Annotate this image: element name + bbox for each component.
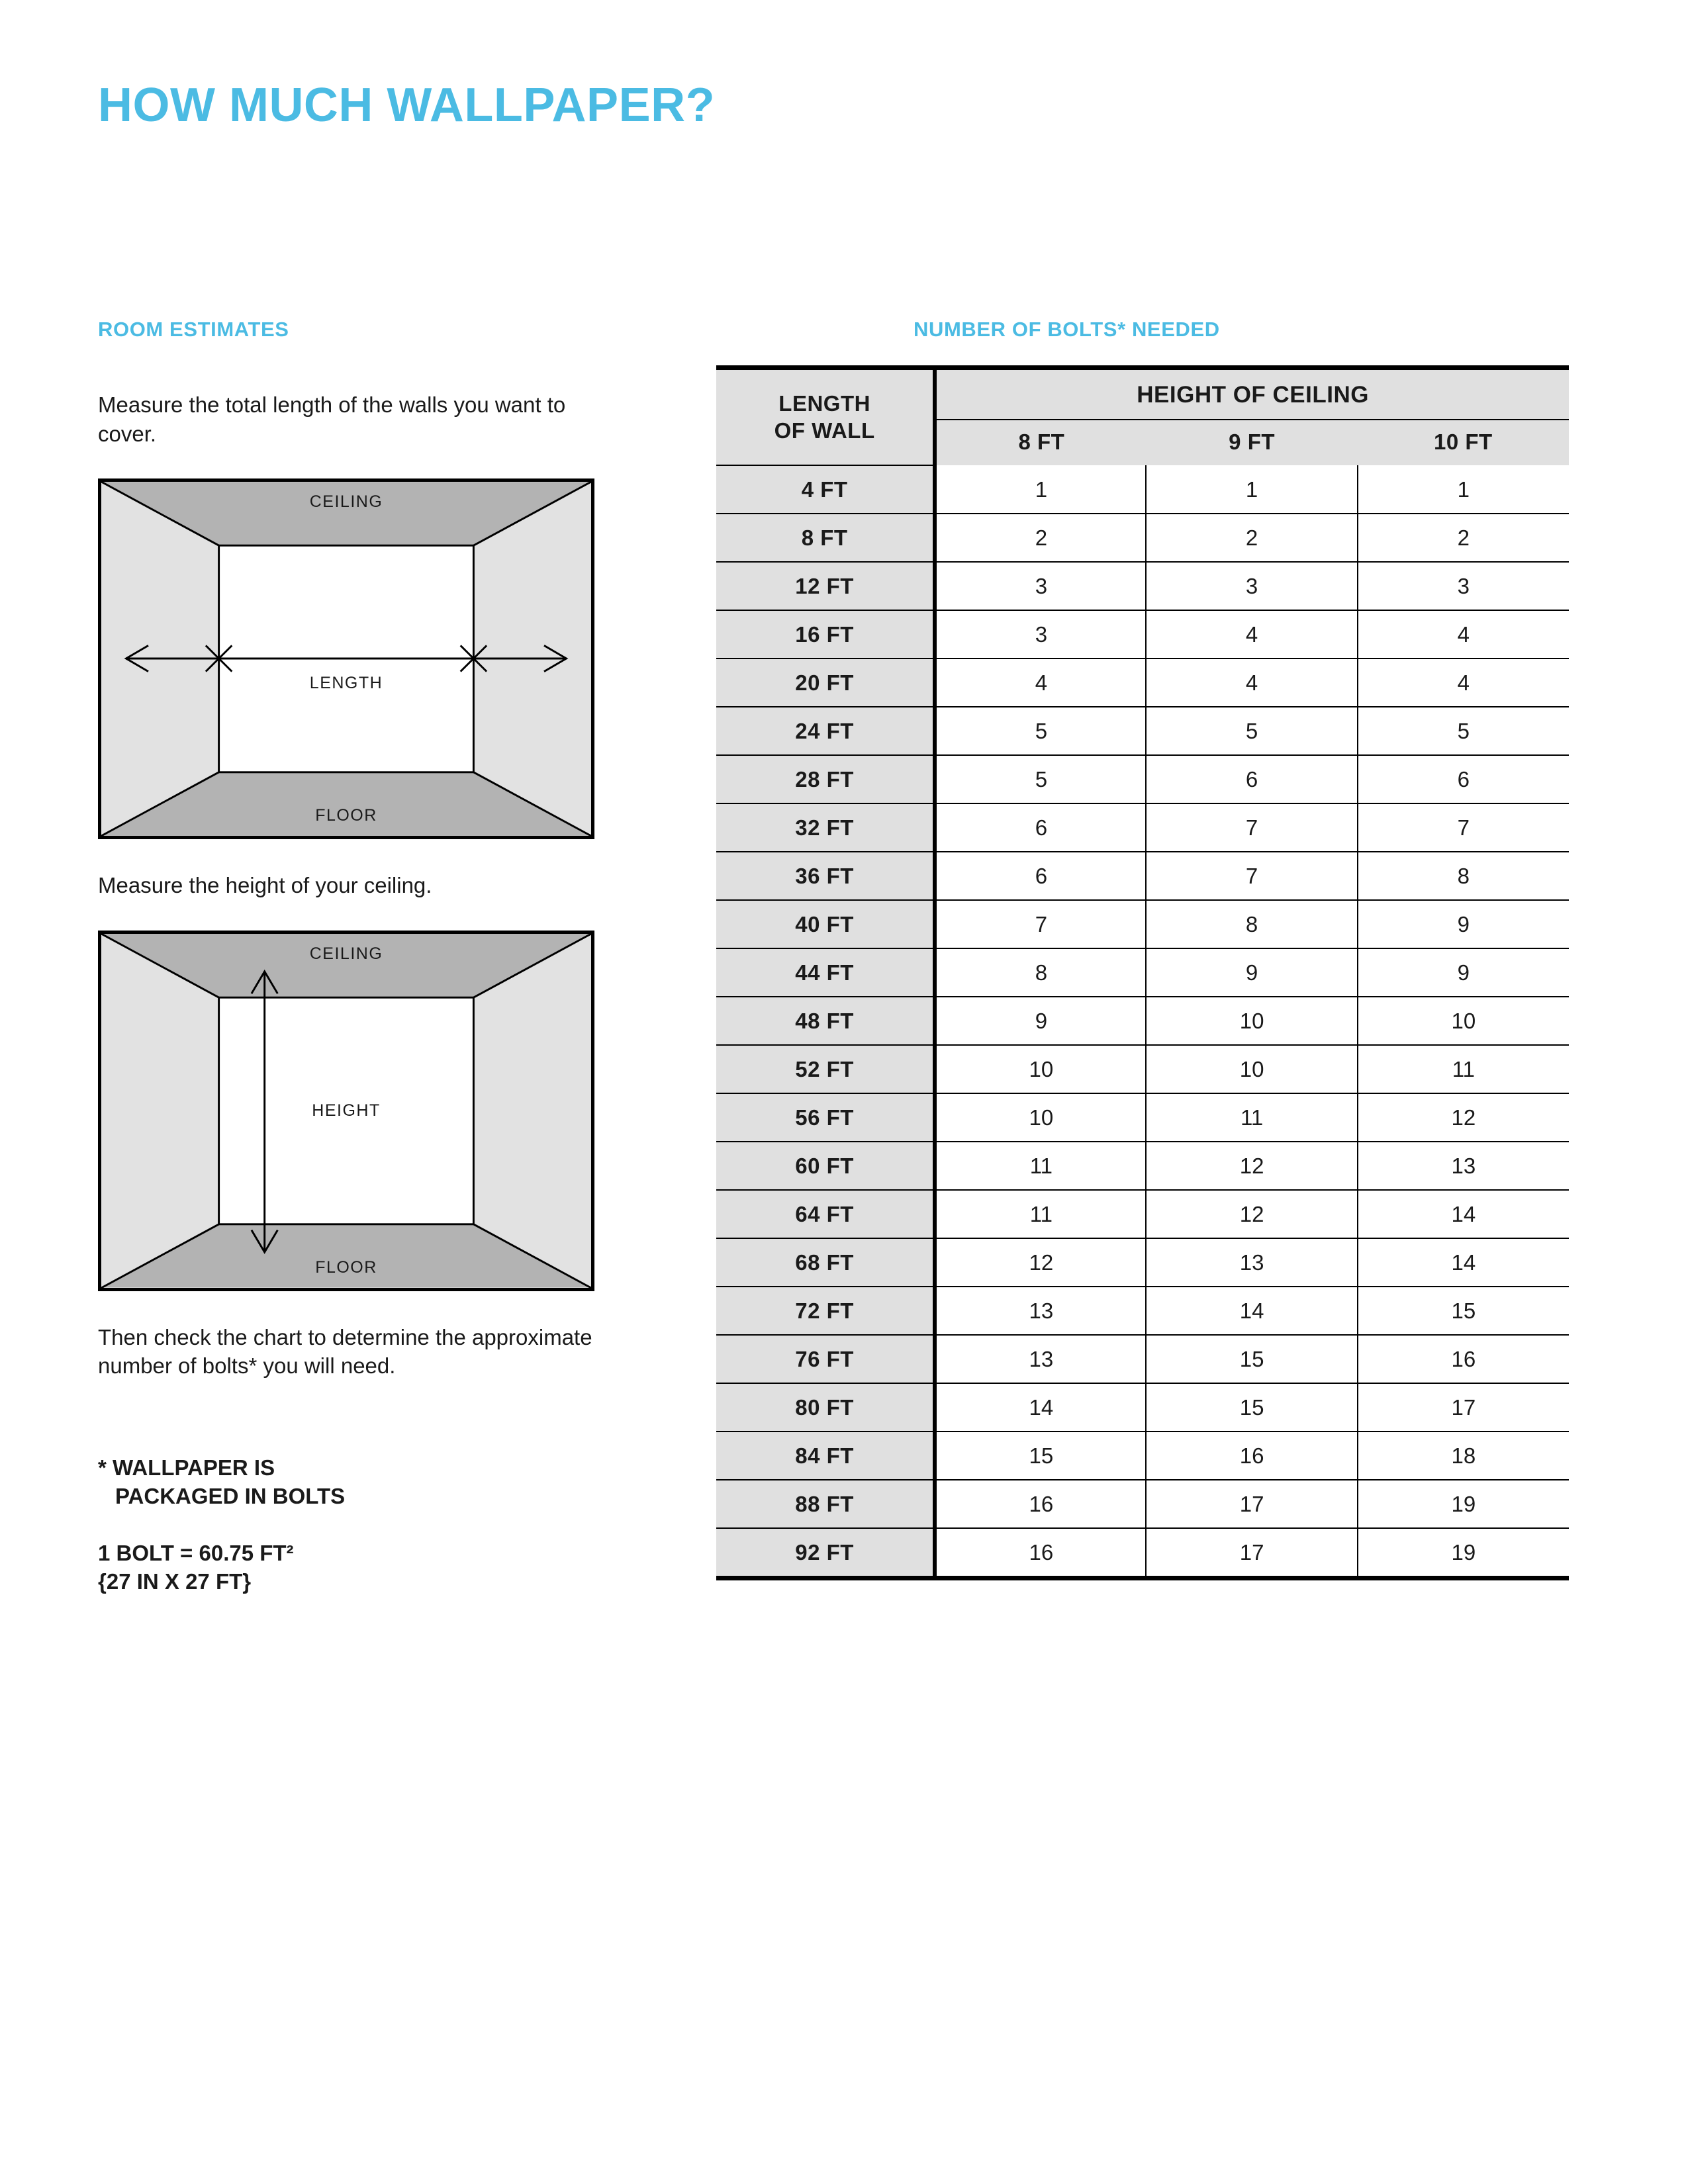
table-row xyxy=(716,1480,1569,1528)
cell-bolts-count: 11 xyxy=(1358,1045,1569,1093)
diagram-floor-label: FLOOR xyxy=(315,1257,377,1277)
table-row xyxy=(716,755,1569,803)
row-label-length: 60 FT xyxy=(716,1142,935,1190)
cell-bolts-count: 9 xyxy=(1358,948,1569,997)
cell-bolts-count: 15 xyxy=(1146,1383,1357,1432)
cell-bolts-count: 15 xyxy=(1358,1287,1569,1335)
height-of-ceiling-header: HEIGHT OF CEILING xyxy=(935,368,1569,420)
cell-bolts-count: 10 xyxy=(935,1045,1146,1093)
diagram-height-label: HEIGHT xyxy=(312,1101,381,1120)
table-row xyxy=(716,997,1569,1045)
room-estimates-heading: ROOM ESTIMATES xyxy=(98,318,289,341)
cell-bolts-count: 6 xyxy=(1358,755,1569,803)
cell-bolts-count: 17 xyxy=(1358,1383,1569,1432)
cell-bolts-count: 7 xyxy=(935,900,1146,948)
table-row xyxy=(716,852,1569,900)
table-row xyxy=(716,514,1569,562)
table-row xyxy=(716,562,1569,610)
cell-bolts-count: 1 xyxy=(935,465,1146,514)
cell-bolts-count: 14 xyxy=(1146,1287,1357,1335)
cell-bolts-count: 10 xyxy=(1146,1045,1357,1093)
row-label-length: 76 FT xyxy=(716,1335,935,1383)
cell-bolts-count: 14 xyxy=(1358,1238,1569,1287)
table-row xyxy=(716,707,1569,755)
cell-bolts-count: 11 xyxy=(935,1190,1146,1238)
instruction-measure-height: Measure the height of your ceiling. xyxy=(98,873,432,898)
diagram-floor-label: FLOOR xyxy=(315,806,377,825)
length-of-wall-line1: LENGTH xyxy=(778,391,870,416)
table-row xyxy=(716,1045,1569,1093)
row-label-length: 4 FT xyxy=(716,465,935,514)
row-label-length: 32 FT xyxy=(716,803,935,852)
cell-bolts-count: 14 xyxy=(935,1383,1146,1432)
cell-bolts-count: 8 xyxy=(935,948,1146,997)
table-row xyxy=(716,610,1569,659)
table-row xyxy=(716,1287,1569,1335)
cell-bolts-count: 5 xyxy=(935,755,1146,803)
cell-bolts-count: 18 xyxy=(1358,1432,1569,1480)
cell-bolts-count: 10 xyxy=(1358,997,1569,1045)
cell-bolts-count: 2 xyxy=(935,514,1146,562)
cell-bolts-count: 5 xyxy=(1146,707,1357,755)
cell-bolts-count: 2 xyxy=(1358,514,1569,562)
cell-bolts-count: 9 xyxy=(1146,948,1357,997)
footnote-line-2: PACKAGED IN BOLTS xyxy=(115,1484,346,1509)
table-row xyxy=(716,803,1569,852)
instruction-measure-length: Measure the total length of the walls you want to cover. xyxy=(98,392,566,446)
row-label-length: 80 FT xyxy=(716,1383,935,1432)
cell-bolts-count: 11 xyxy=(1146,1093,1357,1142)
cell-bolts-count: 10 xyxy=(1146,997,1357,1045)
column-header-10ft: 10 FT xyxy=(1358,420,1569,465)
cell-bolts-count: 17 xyxy=(1146,1528,1357,1578)
bolt-dimension-line: {27 IN X 27 FT} xyxy=(98,1569,252,1594)
cell-bolts-count: 12 xyxy=(1146,1190,1357,1238)
bolts-table xyxy=(716,365,1569,1580)
room-length-diagram xyxy=(98,478,594,839)
cell-bolts-count: 7 xyxy=(1358,803,1569,852)
column-header-9ft: 9 FT xyxy=(1146,420,1357,465)
table-row xyxy=(716,1142,1569,1190)
table-row xyxy=(716,659,1569,707)
table-body xyxy=(716,465,1569,1578)
cell-bolts-count: 1 xyxy=(1358,465,1569,514)
cell-bolts-count: 4 xyxy=(1146,659,1357,707)
cell-bolts-count: 13 xyxy=(1146,1238,1357,1287)
row-label-length: 84 FT xyxy=(716,1432,935,1480)
cell-bolts-count: 16 xyxy=(1358,1335,1569,1383)
cell-bolts-count: 13 xyxy=(1358,1142,1569,1190)
row-label-length: 56 FT xyxy=(716,1093,935,1142)
row-label-length: 52 FT xyxy=(716,1045,935,1093)
length-of-wall-header xyxy=(716,368,935,466)
perspective-lines xyxy=(101,482,591,836)
cell-bolts-count: 17 xyxy=(1146,1480,1357,1528)
row-label-length: 16 FT xyxy=(716,610,935,659)
cell-bolts-count: 16 xyxy=(935,1528,1146,1578)
row-label-length: 88 FT xyxy=(716,1480,935,1528)
row-label-length: 20 FT xyxy=(716,659,935,707)
table-row xyxy=(716,1383,1569,1432)
cell-bolts-count: 12 xyxy=(1146,1142,1357,1190)
diagram-length-label: LENGTH xyxy=(309,673,383,692)
cell-bolts-count: 15 xyxy=(1146,1335,1357,1383)
left-column xyxy=(98,390,601,1596)
cell-bolts-count: 12 xyxy=(1358,1093,1569,1142)
row-label-length: 92 FT xyxy=(716,1528,935,1578)
table-row xyxy=(716,900,1569,948)
bolts-needed-heading: NUMBER OF BOLTS* NEEDED xyxy=(914,318,1220,341)
cell-bolts-count: 8 xyxy=(1146,900,1357,948)
table-row xyxy=(716,1190,1569,1238)
cell-bolts-count: 6 xyxy=(1146,755,1357,803)
row-label-length: 12 FT xyxy=(716,562,935,610)
cell-bolts-count: 6 xyxy=(935,803,1146,852)
table-row xyxy=(716,1335,1569,1383)
cell-bolts-count: 13 xyxy=(935,1335,1146,1383)
table-row xyxy=(716,1432,1569,1480)
diagram-ceiling-label: CEILING xyxy=(309,944,383,963)
cell-bolts-count: 3 xyxy=(1146,562,1357,610)
cell-bolts-count: 6 xyxy=(935,852,1146,900)
table-row xyxy=(716,1093,1569,1142)
cell-bolts-count: 7 xyxy=(1146,803,1357,852)
cell-bolts-count: 11 xyxy=(935,1142,1146,1190)
cell-bolts-count: 19 xyxy=(1358,1528,1569,1578)
row-label-length: 44 FT xyxy=(716,948,935,997)
cell-bolts-count: 19 xyxy=(1358,1480,1569,1528)
cell-bolts-count: 5 xyxy=(1358,707,1569,755)
cell-bolts-count: 14 xyxy=(1358,1190,1569,1238)
length-of-wall-line2: OF WALL xyxy=(774,418,875,443)
cell-bolts-count: 12 xyxy=(935,1238,1146,1287)
cell-bolts-count: 9 xyxy=(935,997,1146,1045)
row-label-length: 64 FT xyxy=(716,1190,935,1238)
column-header-8ft: 8 FT xyxy=(935,420,1146,465)
row-label-length: 68 FT xyxy=(716,1238,935,1287)
diagram-ceiling-label: CEILING xyxy=(309,492,383,512)
row-label-length: 24 FT xyxy=(716,707,935,755)
cell-bolts-count: 4 xyxy=(1358,610,1569,659)
row-label-length: 48 FT xyxy=(716,997,935,1045)
footnote-line-1: * WALLPAPER IS xyxy=(98,1455,275,1480)
cell-bolts-count: 8 xyxy=(1358,852,1569,900)
room-height-diagram xyxy=(98,931,594,1291)
cell-bolts-count: 7 xyxy=(1146,852,1357,900)
cell-bolts-count: 4 xyxy=(935,659,1146,707)
row-label-length: 8 FT xyxy=(716,514,935,562)
table-head xyxy=(716,368,1569,466)
cell-bolts-count: 16 xyxy=(935,1480,1146,1528)
cell-bolts-count: 3 xyxy=(935,610,1146,659)
cell-bolts-count: 16 xyxy=(1146,1432,1357,1480)
footnote-bolts xyxy=(98,1453,601,1511)
row-label-length: 36 FT xyxy=(716,852,935,900)
cell-bolts-count: 4 xyxy=(1358,659,1569,707)
cell-bolts-count: 3 xyxy=(1358,562,1569,610)
length-arrow xyxy=(126,645,566,671)
row-label-length: 72 FT xyxy=(716,1287,935,1335)
bolt-area-line: 1 BOLT = 60.75 FT² xyxy=(98,1540,294,1565)
row-label-length: 28 FT xyxy=(716,755,935,803)
cell-bolts-count: 1 xyxy=(1146,465,1357,514)
row-label-length: 40 FT xyxy=(716,900,935,948)
table-row xyxy=(716,948,1569,997)
cell-bolts-count: 15 xyxy=(935,1432,1146,1480)
bolts-table-wrap xyxy=(716,365,1569,1580)
cell-bolts-count: 9 xyxy=(1358,900,1569,948)
cell-bolts-count: 3 xyxy=(935,562,1146,610)
cell-bolts-count: 5 xyxy=(935,707,1146,755)
table-row xyxy=(716,1238,1569,1287)
table-row xyxy=(716,1528,1569,1578)
page-title: HOW MUCH WALLPAPER? xyxy=(98,79,716,132)
cell-bolts-count: 13 xyxy=(935,1287,1146,1335)
instruction-check-chart: Then check the chart to determine the approximate number of bolts* you will need. xyxy=(98,1324,592,1379)
cell-bolts-count: 2 xyxy=(1146,514,1357,562)
cell-bolts-count: 10 xyxy=(935,1093,1146,1142)
table-row xyxy=(716,465,1569,514)
table-header-group-row xyxy=(716,368,1569,420)
footnote-bolt-size xyxy=(98,1539,601,1596)
cell-bolts-count: 4 xyxy=(1146,610,1357,659)
